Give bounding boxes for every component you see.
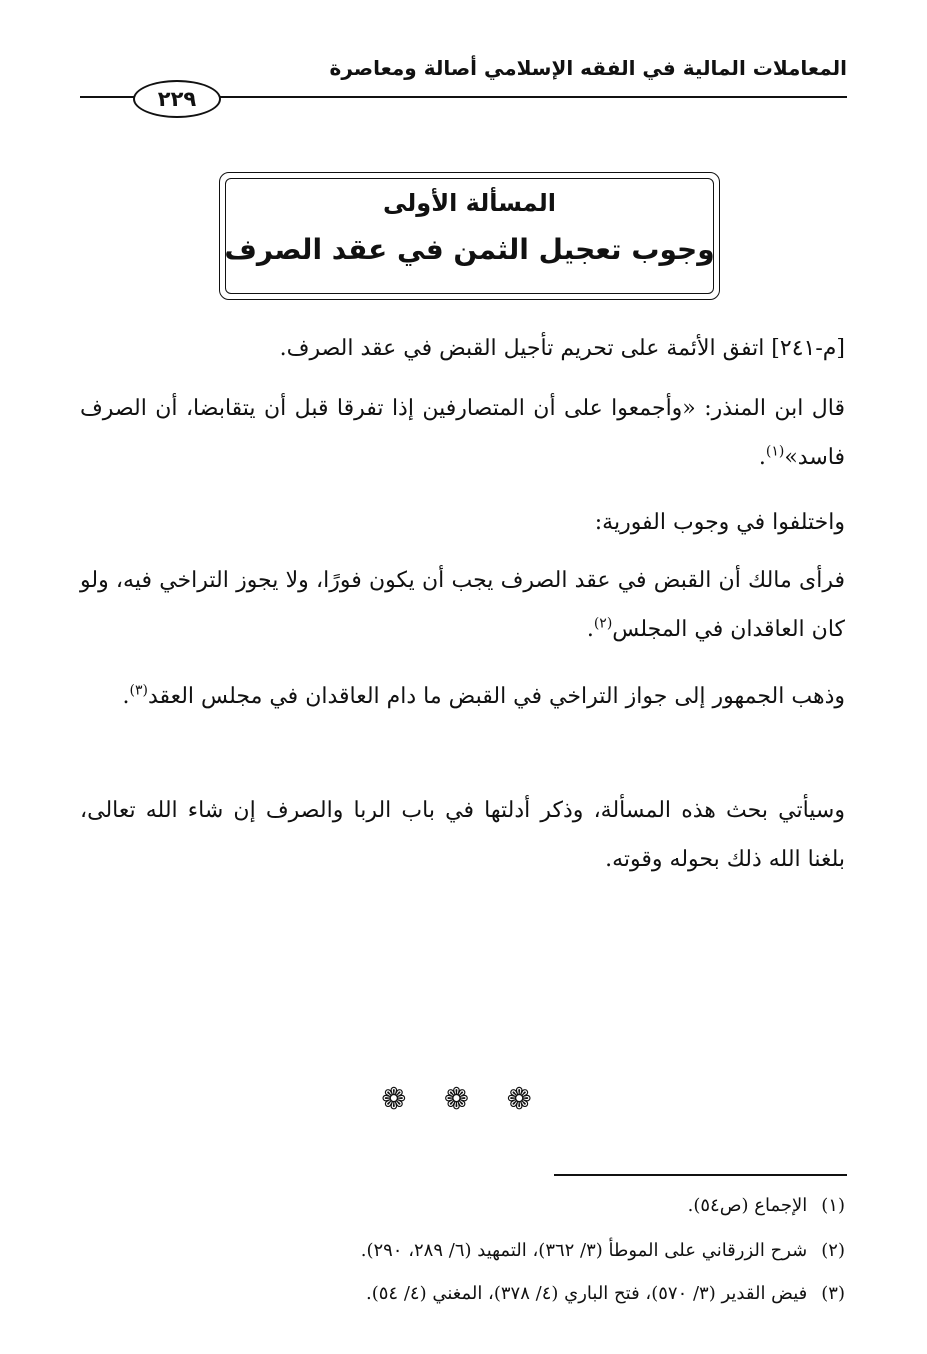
section-title-frame [219, 172, 720, 300]
section-title-topic: وجوب تعجيل الثمن في عقد الصرف [224, 233, 715, 266]
paragraph-end: . [586, 617, 594, 642]
paragraph-malik-view [80, 556, 845, 654]
footnote-2 [80, 1237, 845, 1265]
paragraph-end: . [122, 684, 130, 709]
footnote-separator [554, 1174, 847, 1176]
section-title-issue: المسألة الأولى [383, 189, 556, 217]
footnote-3 [80, 1280, 845, 1308]
footnote-number: (٢) [821, 1240, 845, 1261]
footnote-text: الإجماع (ص٥٤). [687, 1195, 808, 1216]
footnote-number: (١) [821, 1195, 845, 1216]
footnote-number: (٣) [821, 1283, 845, 1304]
paragraph-ibn-almundhir-quote [80, 384, 845, 482]
footnote-text: فيض القدير (٣/ ٥٧٠)، فتح الباري (٤/ ٣٧٨)، المغني (٤/ ٥٤). [366, 1283, 808, 1304]
paragraph-closing: وسيأتي بحث هذه المسألة، وذكر أدلتها في باب الربا والصرف إن شاء الله تعالى، بلغنا الله ذلك بحوله وقوته. [80, 798, 845, 872]
paragraph-end: . [758, 445, 766, 470]
running-title: المعاملات المالية في الفقه الإسلامي أصالة ومعاصرة [329, 56, 847, 80]
paragraph-consensus: [م-٢٤١] اتفق الأئمة على تحريم تأجيل القبض في عقد الصرف. [279, 336, 845, 361]
page-number: ٢٢٩ [133, 80, 221, 118]
paragraph-text: وذهب الجمهور إلى جواز التراخي في القبض ما دام العاقدان في مجلس العقد [147, 684, 845, 709]
footnote-ref-2: (٢) [593, 615, 613, 632]
paragraph-disagreement: واختلفوا في وجوب الفورية: [594, 510, 845, 535]
footnote-ref-1: (١) [765, 443, 785, 460]
running-header [80, 44, 847, 84]
footnote-ref-3: (٣) [129, 682, 148, 699]
paragraph-majority-view [80, 672, 845, 721]
footnote-1 [80, 1192, 845, 1220]
paragraph-text: فرأى مالك أن القبض في عقد الصرف يجب أن يكون فورًا، ولا يجوز التراخي فيه، ولو كان العاقدان في المجلس [80, 568, 845, 642]
section-end-ornament: ❁ ❁ ❁ [381, 1082, 546, 1117]
paragraph-text: قال ابن المنذر: «وأجمعوا على أن المتصارفين إذا تفرقا قبل أن يتقابضا، أن الصرف فاسد» [80, 396, 845, 470]
footnote-text: شرح الزرقاني على الموطأ (٣/ ٣٦٢)، التمهيد (٦/ ٢٨٩، ٢٩٠). [360, 1240, 808, 1261]
